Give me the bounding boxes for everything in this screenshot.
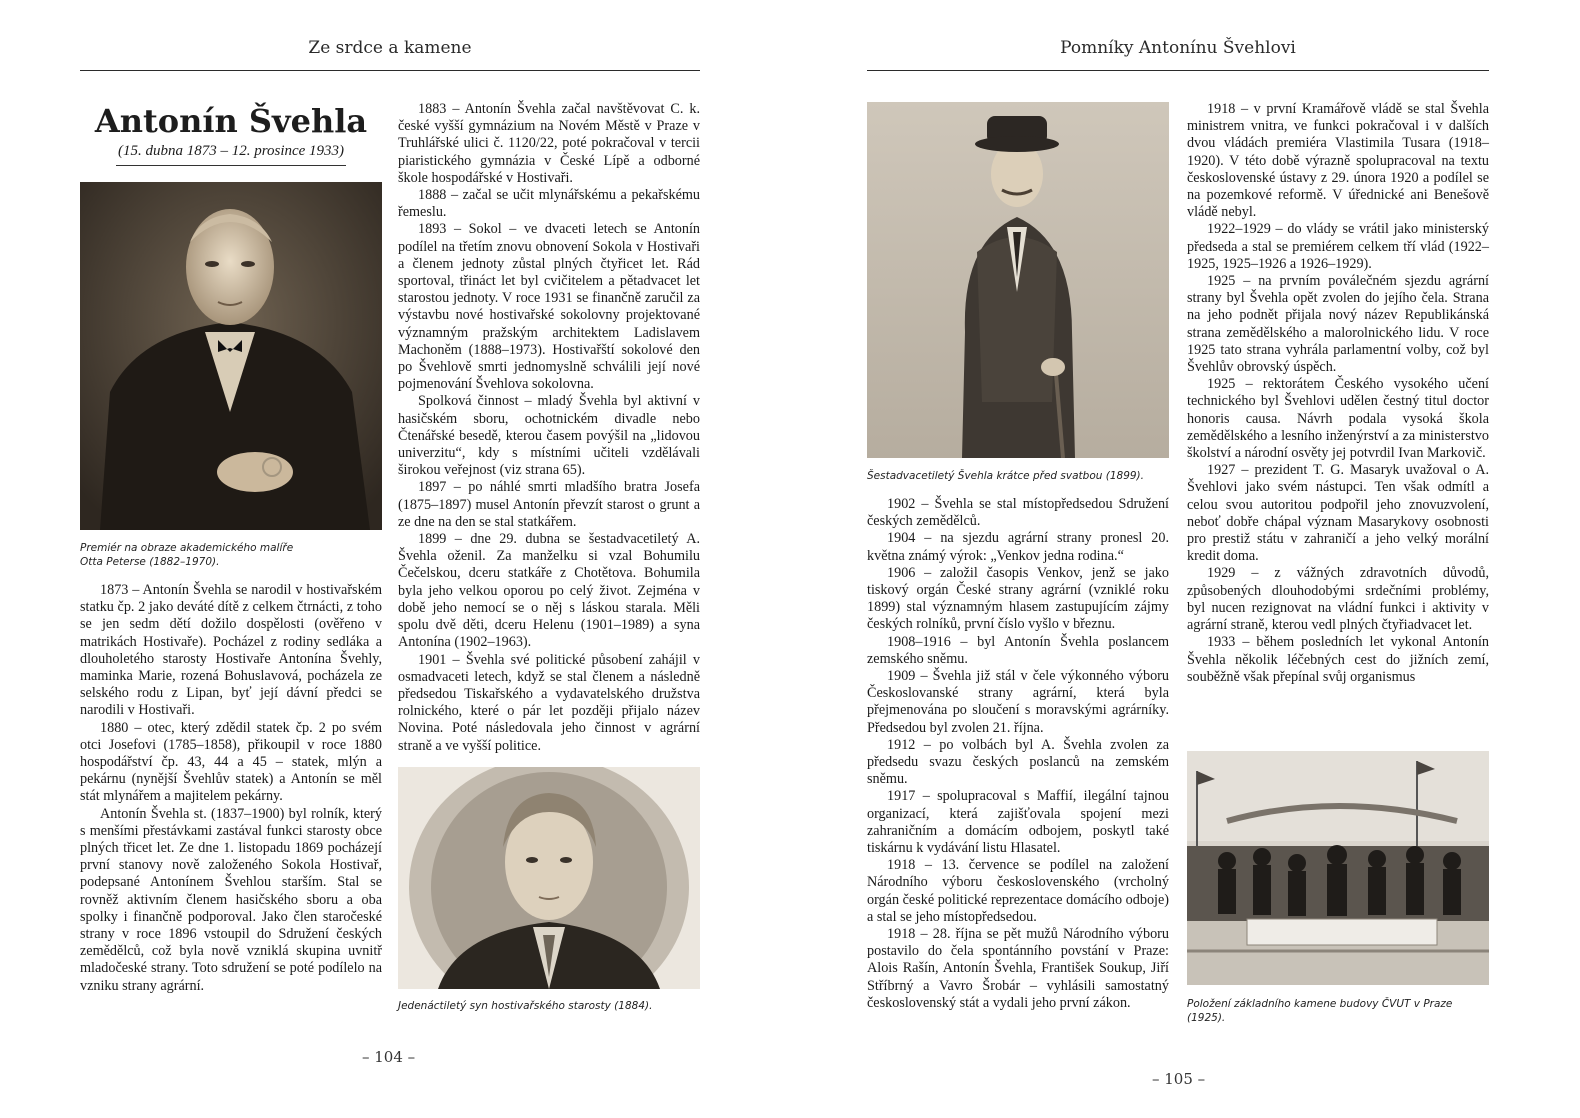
paragraph-1925-party: 1925 – na prvním poválečném sjezdu agrární strany byl Švehla opět zvolen do jejího čela. Strana na jeho podnět přijala nový název Republikánská strana zemědělského a malorolnického lidu. V roce 1925 tato strana vyhrála parlamentní volby, což byl Švehlův obrovský úspěch. bbox=[1187, 273, 1489, 376]
boy-photo bbox=[398, 767, 700, 989]
life-dates: (15. dubna 1873 – 12. prosince 1933) bbox=[116, 143, 346, 166]
paragraph-1912: 1912 – po volbách byl A. Švehla zvolen za předsedu svazu českých poslanců na zemském sněmu. bbox=[867, 736, 1169, 788]
paragraph-1883: 1883 – Antonín Švehla začal navštěvovat C. k. české vyšší gymnázium na Novém Městě v Praze v Truhlářské ulici č. 1120/22, poté pokračoval v tercii piaristického gymnázia v České Lípě a odborné škole hospodářské v Hostivaři. bbox=[398, 101, 700, 186]
standing-man-photo bbox=[867, 102, 1169, 458]
running-head-right: Pomníky Antonínu Švehlovi bbox=[1060, 38, 1296, 58]
paragraph-1927: 1927 – prezident T. G. Masaryk uvažoval o A. Švehlovi jako svém nástupci. Ten však odmítl a celou svou autoritou podpořil jeho znovuzvolení, neboť dobře chápal význam Masarykovy osobnosti pro prestiž státu v zahraničí a jeho velký morální kredit doma. bbox=[1187, 462, 1489, 565]
portrait-caption-line-1: Premiér na obraze akademického malíře bbox=[80, 542, 294, 554]
paragraph-1918-october: 1918 – 28. října se pět mužů Národního výboru postavilo do čela spontánního povstání v Praze: Alois Rašín, Antonín Švehla, František Soukup, Jiří Stříbrný a Vavro Šrobár – vyhlásili samostatný československý stát a vydali jeho první zákon. bbox=[867, 926, 1169, 1011]
running-head-left: Ze srdce a kamene bbox=[308, 38, 472, 58]
paragraph-1880: 1880 – otec, který zdědil statek čp. 2 po svém otci Josefovi (1785–1858), přikoupil v roce 1880 hospodářství čp. 43, 44 a 45 – statek, mlýn a pekárnu (nynější Švehlův statek) a Antonín se měl stát mlynářem a majitelem pekárny. bbox=[80, 719, 382, 805]
paragraph-1902: 1902 – Švehla se stal místopředsedou Sdružení českých zemědělců. bbox=[867, 496, 1169, 530]
right-page-column-1 bbox=[867, 496, 1169, 1012]
paragraph-father: Antonín Švehla st. (1837–1900) byl rolník, který s menšími přestávkami zastával funkci starosty obce plných třicet let. Ze dne 1. listopadu 1869 pocházejí první stanovy nově založeného Sokola Hostivař, podepsané Antonínem Švehlou starším. Stal se rovněž aktivním členem hasičského sboru a oba spolky i finančně podporoval. Jako člen staročeské strany v roce 1896 vstoupil do Sdružení českých zemědělců, což byla nově vzniklá skupina uvnitř mladočeské strany. Toto sdružení se poté podílelo na vzniku strany agrární. bbox=[80, 805, 382, 994]
right-page-column-2 bbox=[1187, 101, 1489, 686]
paragraph-1925-honoris: 1925 – rektorátem Českého vysokého učení technického byl Švehlovi udělen čestný titul doctor honoris causa. Návrh podala vysoká škola zemědělského a lesního inženýrství a za ministerstvo školství a národní osvěty jej potvrdil Ivan Markovič. bbox=[1187, 376, 1489, 462]
portrait-painting bbox=[80, 182, 382, 530]
ceremony-photo bbox=[1187, 751, 1489, 985]
paragraph-1918-july: 1918 – 13. července se podílel na založení Národního výboru československého (vrcholný orgán české politické reprezentace domácího odboje) a stal se jeho místopředsedou. bbox=[867, 857, 1169, 925]
header-rule-right bbox=[867, 70, 1489, 71]
title-block bbox=[80, 100, 382, 166]
page-title: Antonín Švehla bbox=[94, 102, 368, 140]
paragraph-1893: 1893 – Sokol – ve dvaceti letech se Antonín podílel na třetím znovu obnovení Sokola v Hostivaři a členem jednoty zůstal plných čtyřicet let. Rád sportoval, třináct let byl cvičitelem a pětadvacet let starostou jednoty. V roce 1931 se finančně zaručil za výstavbu nové hostivařské sokolovny projektované významným pražským architektem Ladislavem Machoněm (1888–1973). Hostivařští sokolové den po Švehlově smrti jednomyslně schválili její nové pojmenování Švehlova sokolovna. bbox=[398, 221, 700, 393]
paragraph-1908-1916: 1908–1916 – byl Antonín Švehla poslancem zemského sněmu. bbox=[867, 633, 1169, 667]
paragraph-spolkova: Spolková činnost – mladý Švehla byl aktivní v hasičském sboru, ochotnickém divadle nebo Čtenářské besedě, kterou časem povýšil na „lidovou univerzitu“, kdy s místními učiteli vzdělávali širokou veřejnost (viz strana 65). bbox=[398, 393, 700, 479]
paragraph-1929: 1929 – z vážných zdravotních důvodů, způsobených dlouhodobými srdečními problémy, byl nucen rezignovat na vládní funkci i aktivity v agrární straně, kterou vedl plných čtyřiadvacet let. bbox=[1187, 565, 1489, 634]
folio-left: – 104 – bbox=[362, 1048, 416, 1066]
folio-right: – 105 – bbox=[1152, 1070, 1206, 1088]
paragraph-1897: 1897 – po náhlé smrti mladšího bratra Josefa (1875–1897) musel Antonín převzít starost o grunt a ze dne na den se stal statkářem. bbox=[398, 479, 700, 530]
header-rule-left bbox=[80, 70, 700, 71]
paragraph-1873: 1873 – Antonín Švehla se narodil v hostivařském statku čp. 2 jako deváté dítě z celkem čtrnácti, z toho se jen sedm dětí dožilo dospělosti (ověřeno v matrikách Hostivaře). Pocházel z rodiny sedláka a dlouholetého starosty Hostivaře Antonína Švehly, maminka Marie, rozená Bohuslavová, pocházela ze selského rodu z Lipan, byť její dávní předci se narodili v Hostivaři. bbox=[80, 582, 382, 719]
left-page-column-2 bbox=[398, 101, 700, 755]
paragraph-1888: 1888 – začal se učit mlynářskému a pekařskému řemeslu. bbox=[398, 187, 700, 221]
standing-man-caption: Šestadvacetiletý Švehla krátce před svatbou (1899). bbox=[867, 470, 1144, 482]
paragraph-1909: 1909 – Švehla již stál v čele výkonného výboru Českoslovanské strany agrární, která byla přejmenována po sloučení s moravskými agrárníky. Předsedou byl zvolen 21. října. bbox=[867, 668, 1169, 736]
paragraph-1917: 1917 – spolupracoval s Maffií, ilegální tajnou organizací, která zajišťovala spojení mezi zahraničním a domácím odbojem, poskytl také tiskárnu k vydávání listu Hlasatel. bbox=[867, 788, 1169, 857]
portrait-caption-line-2: Otta Peterse (1882–1970). bbox=[80, 556, 220, 568]
boy-caption: Jedenáctiletý syn hostivařského starosty (1884). bbox=[398, 1000, 653, 1012]
ceremony-caption: Položení základního kamene budovy ČVUT v Praze (1925). bbox=[1187, 998, 1453, 1024]
paragraph-1922-1929: 1922–1929 – do vlády se vrátil jako ministerský předseda a stal se premiérem celkem tří vlád (1922–1925, 1925–1926 a 1926–1929). bbox=[1187, 221, 1489, 272]
paragraph-1933: 1933 – během posledních let vykonal Antonín Švehla několik léčebných cest do jižních zemí, souběžně však přepínal svůj organismus bbox=[1187, 634, 1489, 685]
paragraph-1918-government: 1918 – v první Kramářově vládě se stal Švehla ministrem vnitra, ve funkci pokračoval i v dalších dvou vládách premiéra Vlastimila Tusara (1918–1920). V této době výrazně spolupracoval na textu československé ústavy z 29. února 1920 a podílel se na pozemkové reformě. V úřednické ani Benešově vládě nebyl. bbox=[1187, 101, 1489, 221]
paragraph-1904: 1904 – na sjezdu agrární strany pronesl 20. května známý výrok: „Venkov jedna rodina.“ bbox=[867, 530, 1169, 564]
portrait-caption bbox=[80, 541, 382, 569]
paragraph-1906: 1906 – založil časopis Venkov, jenž se jako tiskový orgán České strany agrární (vzniklé roku 1899) stal významným hlasem zastupujícím zájmy českých rolníků, první číslo vyšlo v březnu. bbox=[867, 564, 1169, 633]
left-page-column-1 bbox=[80, 582, 382, 995]
paragraph-1901: 1901 – Švehla své politické působení zahájil v osmadvaceti letech, když se stal členem a následně předsedou Tiskařského a vydavatelského družstva rolnického, které o pár let později přijalo název Novina. Poté následovala jeho činnost v agrární straně a ve vyšší politice. bbox=[398, 651, 700, 754]
paragraph-1899: 1899 – dne 29. dubna se šestadvacetiletý A. Švehla oženil. Za manželku si vzal Bohumilu Čečelskou, dceru statkáře z Chotětova. Bohumila byla jeho velkou oporou po celý život. Zejména v době jeho nemocí se o něj s láskou starala. Měli spolu dvě děti, dceru Helenu (1901–1989) a syna Antonína (1902–1963). bbox=[398, 531, 700, 651]
right-page bbox=[790, 0, 1580, 1118]
